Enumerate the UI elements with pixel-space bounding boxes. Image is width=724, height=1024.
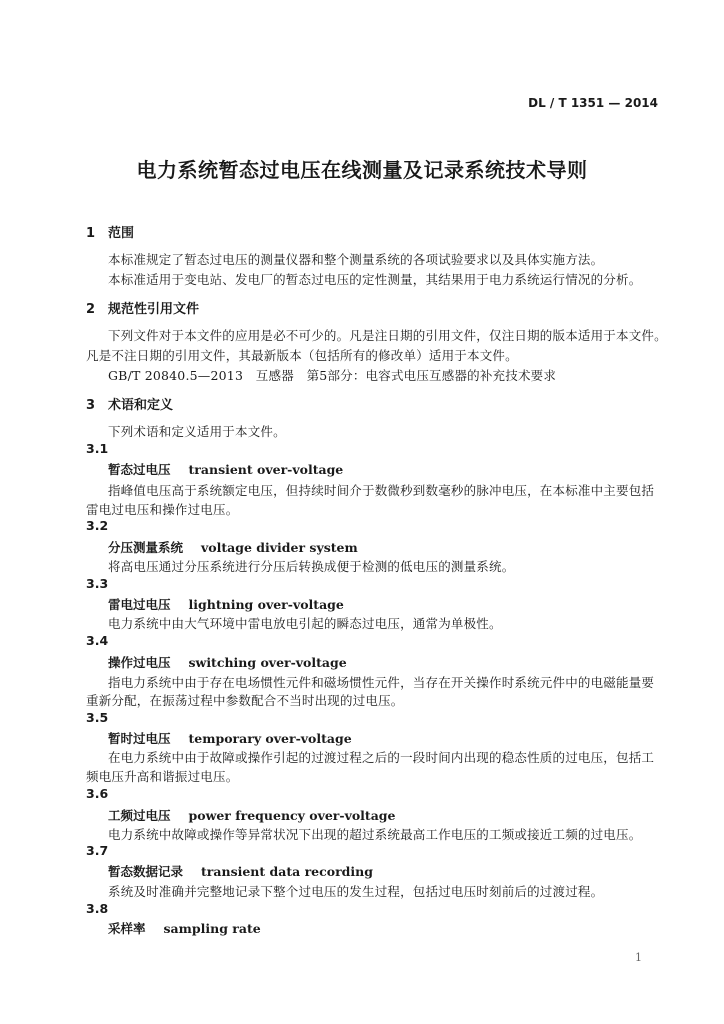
normative-reference: GB/T 20840.5—2013 互感器 第5部分：电容式电压互感器的补充技术要求 <box>108 368 557 383</box>
definition-line: 将高电压通过分压系统进行分压后转换成便于检测的低电压的测量系统。 <box>108 559 515 574</box>
term-en: lightning over-voltage <box>188 597 344 612</box>
term-heading <box>108 919 261 937</box>
term-en: transient data recording <box>201 864 373 879</box>
clause-number: 3.5 <box>86 710 109 725</box>
term-en: sampling rate <box>163 921 261 936</box>
definition-line: 指电力系统中由于存在电场惯性元件和磁场惯性元件，当存在开关操作时系统元件中的电磁能量要 <box>108 675 655 690</box>
clause-number: 3.4 <box>86 633 109 648</box>
definition-line: 指峰值电压高于系统额定电压，但持续时间介于数微秒到数毫秒的脉冲电压，在本标准中主要包括 <box>108 483 655 498</box>
section-number: 3 <box>86 398 96 413</box>
term-heading <box>108 862 373 880</box>
definition-line: 在电力系统中由于故障或操作引起的过渡过程之后的一段时间内出现的稳态性质的过电压，包括工 <box>108 750 655 765</box>
section-number: 1 <box>86 226 96 241</box>
standard-number: DL / T 1351 — 2014 <box>528 96 658 110</box>
term-zh: 采样率 <box>108 921 146 936</box>
clause-number: 3.7 <box>86 843 109 858</box>
paragraph: 下列术语和定义适用于本文件。 <box>108 424 286 439</box>
term-heading <box>108 653 347 671</box>
term-zh: 工频过电压 <box>108 808 171 823</box>
section-number: 2 <box>86 302 96 317</box>
section-3-heading <box>86 394 173 413</box>
definition-line: 电力系统中由大气环境中雷电放电引起的瞬态过电压，通常为单极性。 <box>108 616 502 631</box>
section-title: 术语和定义 <box>108 398 174 413</box>
definition-line: 系统及时准确并完整地记录下整个过电压的发生过程，包括过电压时刻前后的过渡过程。 <box>108 884 604 899</box>
term-zh: 操作过电压 <box>108 655 171 670</box>
paragraph: 本标准适用于变电站、发电厂的暂态过电压的定性测量，其结果用于电力系统运行情况的分析。 <box>108 272 642 287</box>
term-zh: 分压测量系统 <box>108 540 184 555</box>
section-1-heading <box>86 222 134 241</box>
clause-number: 3.3 <box>86 576 109 591</box>
section-title: 范围 <box>108 226 135 241</box>
definition-line: 电力系统中故障或操作等异常状况下出现的超过系统最高工作电压的工频或接近工频的过电压。 <box>108 827 642 842</box>
paragraph: 本标准规定了暂态过电压的测量仪器和整个测量系统的各项试验要求以及具体实施方法。 <box>108 252 604 267</box>
term-zh: 暂态数据记录 <box>108 864 184 879</box>
term-heading <box>108 460 343 478</box>
definition-line: 重新分配，在振荡过程中参数配合不当时出现的过电压。 <box>86 693 404 708</box>
term-heading <box>108 729 352 747</box>
page-number: 1 <box>635 951 642 964</box>
term-en: voltage divider system <box>201 540 358 555</box>
term-heading <box>108 595 344 613</box>
paragraph: 下列文件对于本文件的应用是必不可少的。凡是注日期的引用文件，仅注日期的版本适用于本文件。 <box>108 328 667 343</box>
term-heading <box>108 538 358 556</box>
term-en: switching over-voltage <box>188 655 347 670</box>
clause-number: 3.8 <box>86 901 109 916</box>
section-title: 规范性引用文件 <box>108 302 200 317</box>
term-heading <box>108 806 396 824</box>
term-en: temporary over-voltage <box>188 731 352 746</box>
definition-line: 雷电过电压和操作过电压。 <box>86 502 239 517</box>
term-zh: 暂态过电压 <box>108 462 171 477</box>
term-zh: 雷电过电压 <box>108 597 171 612</box>
term-en: transient over-voltage <box>188 462 344 477</box>
definition-line: 频电压升高和谐振过电压。 <box>86 769 239 784</box>
term-zh: 暂时过电压 <box>108 731 171 746</box>
term-en: power frequency over-voltage <box>188 808 396 823</box>
paragraph: 凡是不注日期的引用文件，其最新版本（包括所有的修改单）适用于本文件。 <box>86 348 518 363</box>
document-title: 电力系统暂态过电压在线测量及记录系统技术导则 <box>136 158 588 182</box>
clause-number: 3.2 <box>86 518 109 533</box>
clause-number: 3.1 <box>86 441 109 456</box>
clause-number: 3.6 <box>86 786 109 801</box>
section-2-heading <box>86 298 199 317</box>
